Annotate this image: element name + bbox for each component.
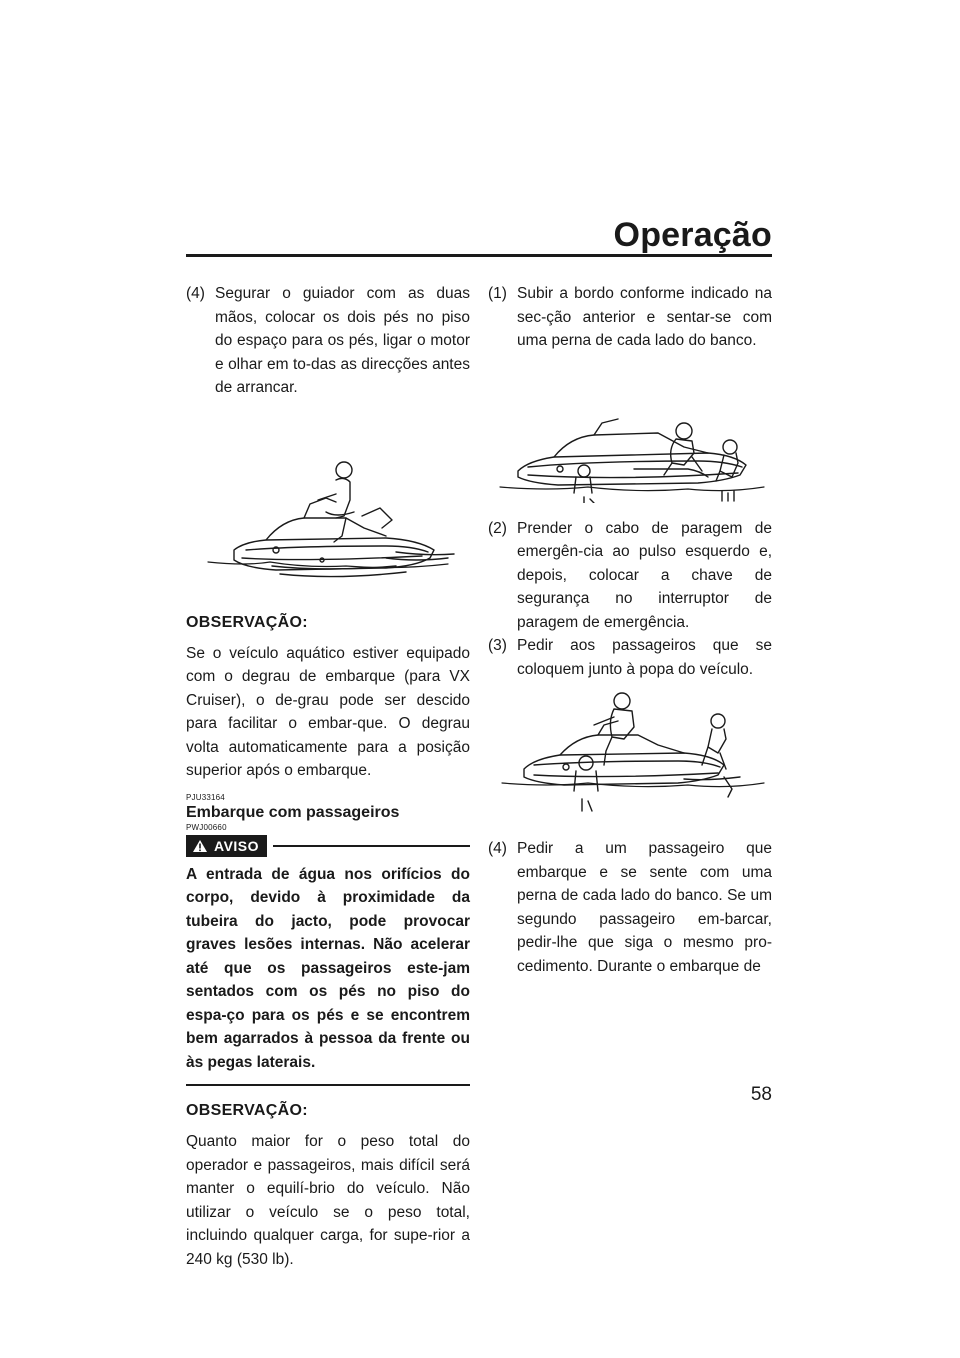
- note-text-2: Quanto maior for o peso total do operador e passageiros, mais difícil será manter o equilí-brio do veículo. Não utilizar o veículo se o peso total, incluindo qualquer carga, for supe-rior a 240 kg (530 lb).: [186, 1133, 470, 1268]
- warning-code: PWJ00660: [186, 822, 227, 832]
- section-title: Embarque com passageiros: [186, 803, 400, 821]
- step-1: [488, 282, 772, 353]
- warning-header: [186, 835, 470, 857]
- step-number: (3): [488, 637, 507, 654]
- step-text: Subir a bordo conforme indicado na sec-ção anterior e sentar-se com uma perna de cada lado do banco.: [517, 285, 772, 349]
- step-text: Pedir aos passageiros que se coloquem junto à popa do veículo.: [517, 637, 772, 678]
- warning-badge: [186, 835, 267, 857]
- step-text: Segurar o guiador com as duas mãos, colocar os dois pés no piso do espaço para os pés, ligar o motor e olhar em to-das as direcções antes de arrancar.: [215, 285, 470, 396]
- note-title-2: OBSERVAÇÃO:: [186, 1102, 308, 1119]
- passengers-at-stern-illustration: [488, 681, 772, 821]
- step-4-left: [186, 282, 470, 400]
- section-code: PJU33164: [186, 792, 225, 802]
- step-3: [488, 634, 772, 681]
- step-number: (4): [488, 840, 507, 857]
- right-column: [488, 282, 772, 978]
- jetski-rider-illustration: [186, 400, 470, 600]
- step-text: Pedir a um passageiro que embarque e se sente com uma perna de cada lado do banco. Se um segundo passageiro em-barcar, pedir-lhe que siga o mesmo pro-cedimento. Durante o embarque de: [517, 840, 772, 975]
- note-text: Se o veículo aquático estiver equipado com o degrau de embarque (para VX Cruiser), o de-grau pode ser descido para facilitar o embar-que. O degrau volta automaticamente para a posição superior após o embarque.: [186, 644, 470, 779]
- step-4-right: [488, 837, 772, 978]
- header-rule: [186, 254, 772, 257]
- warning-triangle-icon: [192, 839, 208, 853]
- page-title: Operação: [613, 216, 772, 254]
- step-number: (2): [488, 519, 507, 537]
- step-number: (4): [186, 285, 205, 302]
- left-column: [186, 282, 470, 1271]
- step-2: [488, 517, 772, 635]
- page-number: 58: [750, 1084, 772, 1105]
- step-text: Prender o cabo de paragem de emergên-cia ao pulso esquerdo e, depois, colocar a chave de segurança no interruptor de paragem de emergência.: [517, 519, 772, 631]
- note-title: OBSERVAÇÃO:: [186, 613, 308, 631]
- warning-label: AVISO: [214, 837, 260, 854]
- step-number: (1): [488, 285, 507, 302]
- boarding-passengers-illustration: [488, 353, 772, 503]
- warning-rule: [273, 845, 470, 847]
- warning-text: A entrada de água nos orifícios do corpo, devido à proximidade da tubeira do jacto, pode provocar graves lesões internas. Não acelerar até que os passageiros este-jam sentados com os pés no piso do espa-ço para os pés e se encontrem bem agarrados à pessoa da frente ou às pegas laterais.: [186, 865, 470, 1071]
